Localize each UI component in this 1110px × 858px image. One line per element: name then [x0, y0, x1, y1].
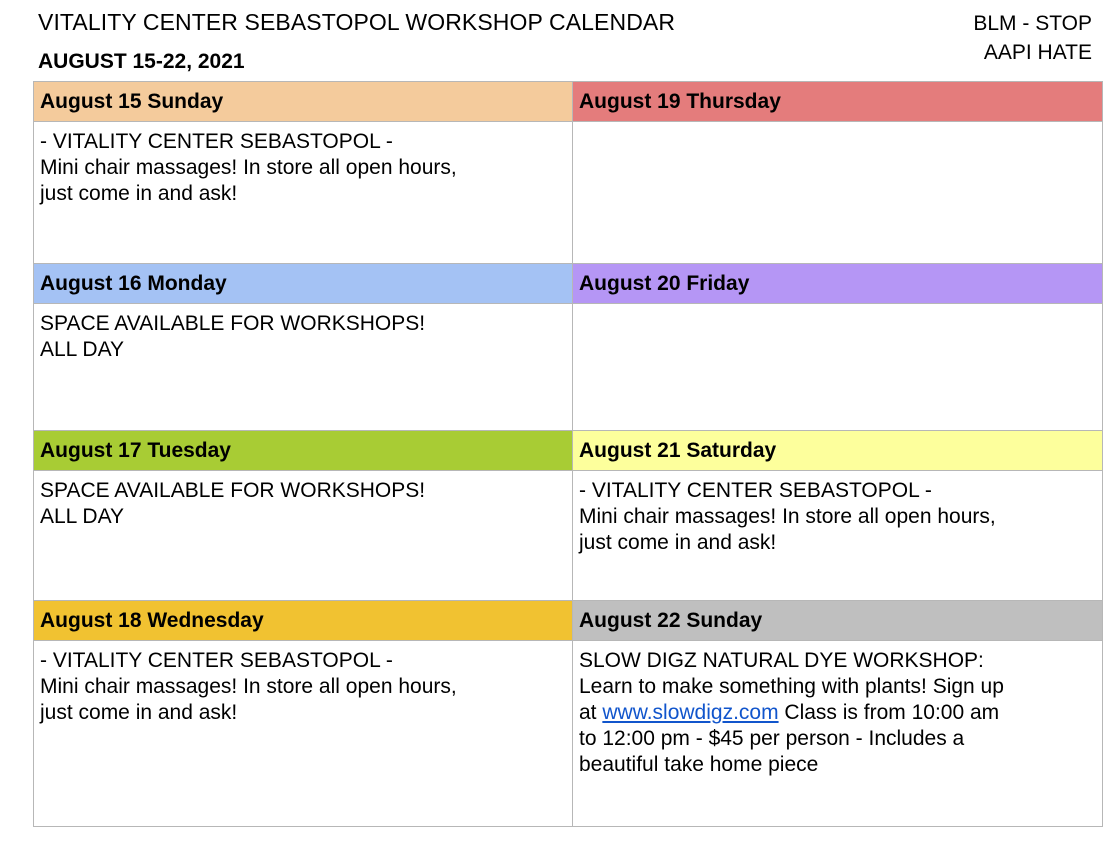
day-header-aug21: August 21 Saturday	[573, 431, 1103, 471]
event-line: Mini chair massages! In store all open hours,	[40, 675, 457, 698]
event-line: - VITALITY CENTER SEBASTOPOL -	[40, 130, 393, 153]
event-line: Mini chair massages! In store all open hours,	[40, 156, 457, 179]
event-text: Class is from 10:00 am	[778, 701, 1000, 724]
day-cell-aug16	[34, 304, 573, 431]
event-line: ALL DAY	[40, 505, 125, 528]
day-header-aug16: August 16 Monday	[34, 264, 573, 304]
event-line: SPACE AVAILABLE FOR WORKSHOPS!	[40, 479, 426, 502]
event-line: Mini chair massages! In store all open hours,	[579, 505, 996, 528]
event-line: - VITALITY CENTER SEBASTOPOL -	[40, 649, 393, 672]
tagline-line-1: BLM - STOP	[973, 12, 1092, 35]
day-cell-aug18	[34, 641, 573, 827]
event-line: SLOW DIGZ NATURAL DYE WORKSHOP:	[579, 649, 984, 672]
event-line: - VITALITY CENTER SEBASTOPOL -	[579, 479, 932, 502]
tagline-line-2: AAPI HATE	[983, 41, 1092, 64]
event-line: just come in and ask!	[579, 531, 777, 554]
calendar-table	[33, 81, 1103, 827]
day-cell-aug17	[34, 471, 573, 601]
event-line: Learn to make something with plants! Sign up	[579, 675, 1004, 698]
day-cell-aug19	[573, 122, 1103, 264]
day-header-aug17: August 17 Tuesday	[34, 431, 573, 471]
event-line: just come in and ask!	[40, 182, 238, 205]
day-cell-aug22	[573, 641, 1103, 827]
day-header-aug20: August 20 Friday	[573, 264, 1103, 304]
event-line: ALL DAY	[40, 338, 125, 361]
event-text: at	[579, 701, 603, 724]
date-range: AUGUST 15-22, 2021	[38, 50, 245, 73]
day-cell-aug20	[573, 304, 1103, 431]
day-header-aug22: August 22 Sunday	[573, 601, 1103, 641]
event-line: to 12:00 pm - $45 per person - Includes a	[579, 727, 965, 750]
day-header-aug19: August 19 Thursday	[573, 82, 1103, 122]
event-line: just come in and ask!	[40, 701, 238, 724]
calendar-title: VITALITY CENTER SEBASTOPOL WORKSHOP CALENDAR	[38, 9, 676, 35]
tagline	[973, 9, 1092, 67]
day-header-aug15: August 15 Sunday	[34, 82, 573, 122]
day-header-aug18: August 18 Wednesday	[34, 601, 573, 641]
event-line	[579, 700, 1096, 726]
day-cell-aug15	[34, 122, 573, 264]
event-line: beautiful take home piece	[579, 753, 819, 776]
day-cell-aug21	[573, 471, 1103, 601]
event-line: SPACE AVAILABLE FOR WORKSHOPS!	[40, 312, 426, 335]
slowdigz-link[interactable]: www.slowdigz.com	[602, 701, 779, 724]
